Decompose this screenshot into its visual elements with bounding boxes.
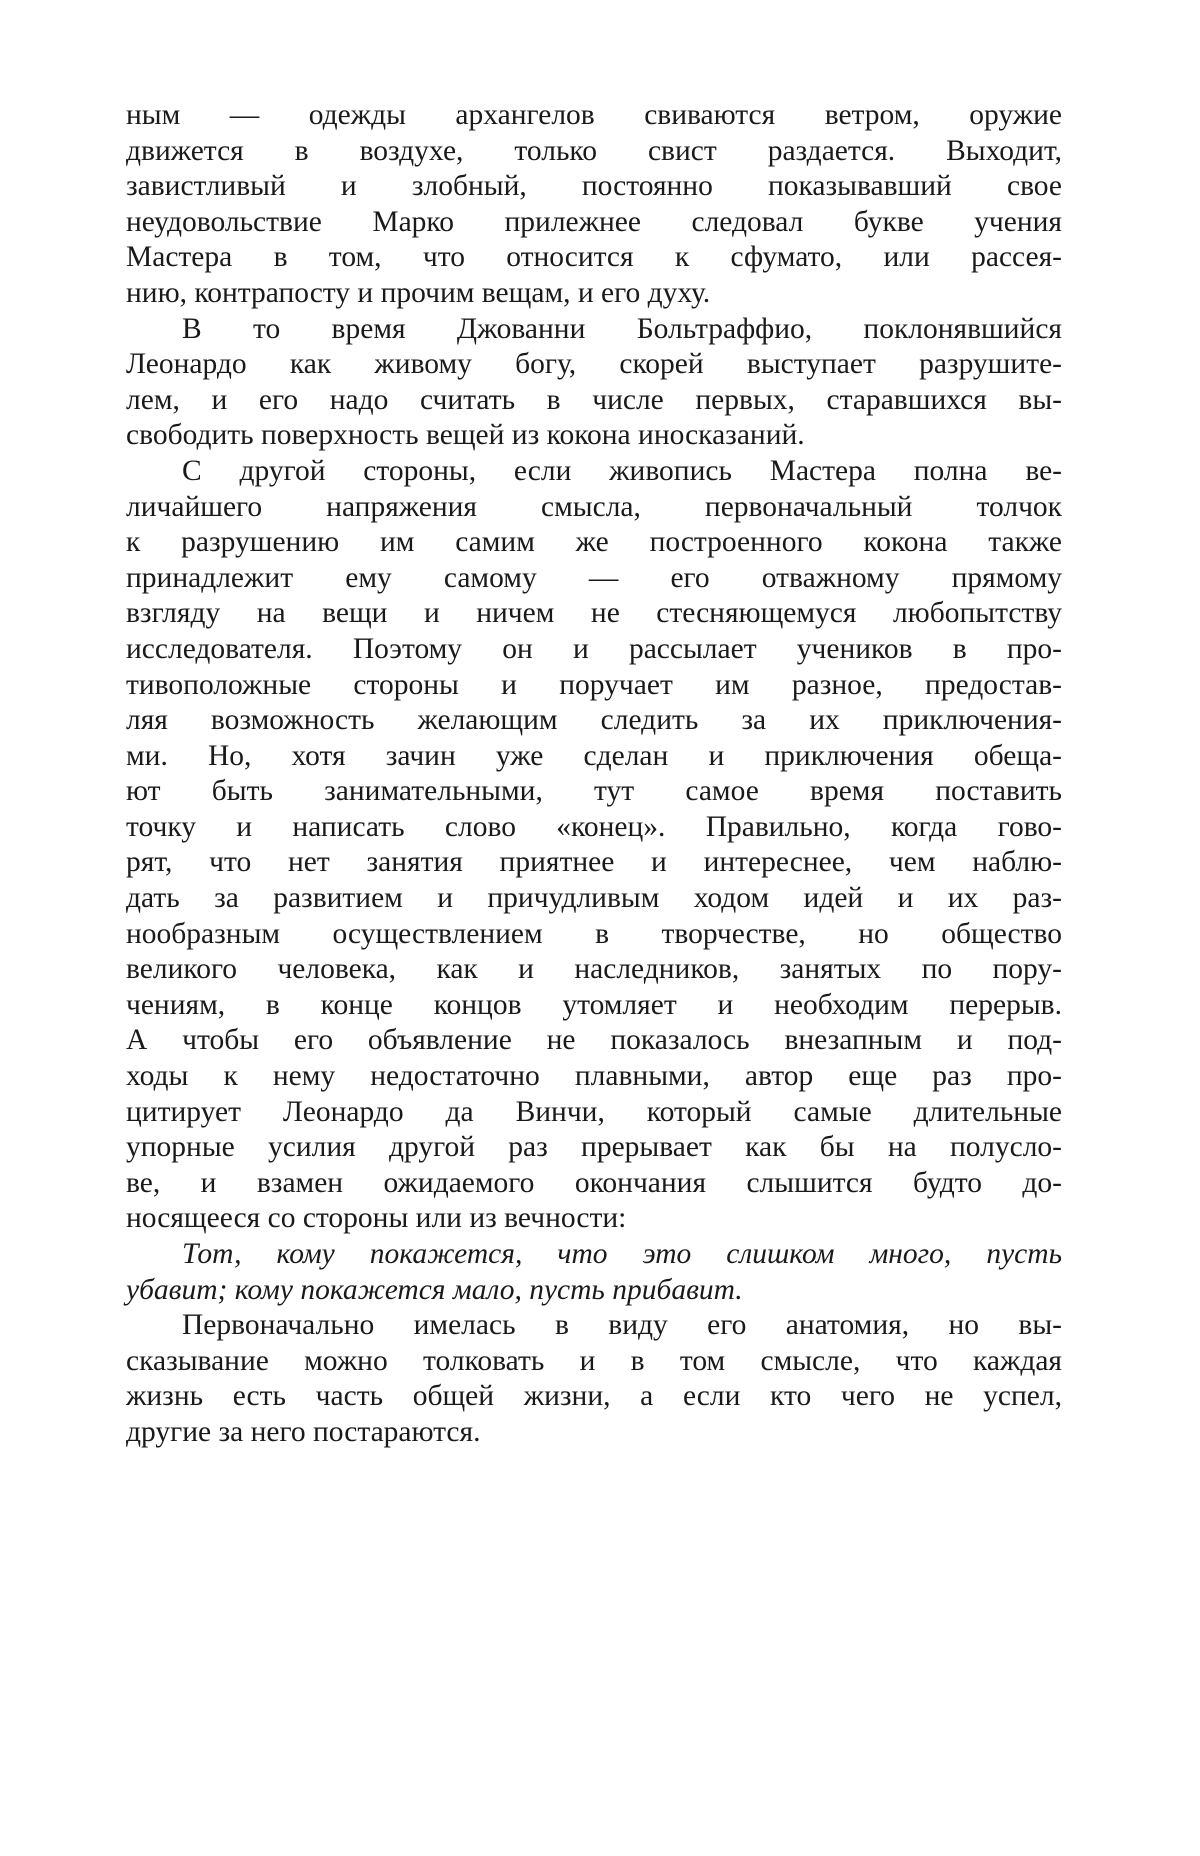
text-line: Леонардо как живому богу, скорей выступает разрушите-	[126, 347, 1062, 383]
text-line: взгляду на вещи и ничем не стесняющемуся любопытству	[126, 596, 1062, 632]
text-line: принадлежит ему самому — его отважному прямому	[126, 561, 1062, 597]
text-line: Первоначально имелась в виду его анатомия, но вы-	[126, 1308, 1062, 1344]
text-line: ным — одежды архангелов свиваются ветром, оружие	[126, 98, 1062, 134]
paragraph-4	[126, 1308, 1062, 1450]
text-line: С другой стороны, если живопись Мастера полна ве-	[126, 454, 1062, 490]
text-line: свободить поверхность вещей из кокона иносказаний.	[126, 418, 1062, 454]
paragraph-3	[126, 454, 1062, 1237]
text-line: личайшего напряжения смысла, первоначальный толчок	[126, 490, 1062, 526]
text-line: нию, контрапосту и прочим вещам, и его духу.	[126, 276, 1062, 312]
text-line: А чтобы его объявление не показалось внезапным и под-	[126, 1023, 1062, 1059]
text-line: чениям, в конце концов утомляет и необходим перерыв.	[126, 988, 1062, 1024]
text-line: ве, и взамен ожидаемого окончания слышится будто до-	[126, 1166, 1062, 1202]
paragraph-2	[126, 312, 1062, 454]
text-line: движется в воздухе, только свист раздается. Выходит,	[126, 134, 1062, 170]
text-line: точку и написать слово «конец». Правильно, когда гово-	[126, 810, 1062, 846]
text-line: ляя возможность желающим следить за их приключения-	[126, 703, 1062, 739]
text-line: сказывание можно толковать и в том смысле, что каждая	[126, 1344, 1062, 1380]
text-line: жизнь есть часть общей жизни, а если кто чего не успел,	[126, 1379, 1062, 1415]
text-line: нообразным осуществлением в творчестве, но общество	[126, 917, 1062, 953]
text-line: цитирует Леонардо да Винчи, который самые длительные	[126, 1095, 1062, 1131]
text-line: другие за него постараются.	[126, 1415, 1062, 1451]
text-line: исследователя. Поэтому он и рассылает учеников в про-	[126, 632, 1062, 668]
book-page	[126, 98, 1062, 1451]
text-line: лем, и его надо считать в числе первых, старавшихся вы-	[126, 383, 1062, 419]
text-line: дать за развитием и причудливым ходом идей и их раз-	[126, 881, 1062, 917]
text-line: ходы к нему недостаточно плавными, автор еще раз про-	[126, 1059, 1062, 1095]
text-line: упорные усилия другой раз прерывает как бы на полусло-	[126, 1130, 1062, 1166]
text-line: ют быть занимательными, тут самое время поставить	[126, 774, 1062, 810]
text-line: к разрушению им самим же построенного кокона также	[126, 525, 1062, 561]
text-line: тивоположные стороны и поручает им разное, предостав-	[126, 668, 1062, 704]
quote-line: Тот, кому покажется, что это слишком много, пусть	[126, 1237, 1062, 1273]
quote-line: убавит; кому покажется мало, пусть прибавит.	[126, 1273, 1062, 1309]
text-line: носящееся со стороны или из вечности:	[126, 1201, 1062, 1237]
text-line: неудовольствие Марко прилежнее следовал букве учения	[126, 205, 1062, 241]
text-line: В то время Джованни Больтраффио, поклонявшийся	[126, 312, 1062, 348]
text-line: ми. Но, хотя зачин уже сделан и приключения обеща-	[126, 739, 1062, 775]
text-line: завистливый и злобный, постоянно показывавший свое	[126, 169, 1062, 205]
paragraph-1	[126, 98, 1062, 312]
text-line: Мастера в том, что относится к сфумато, или рассея-	[126, 240, 1062, 276]
epigraph-quote	[126, 1237, 1062, 1308]
text-line: рят, что нет занятия приятнее и интереснее, чем наблю-	[126, 845, 1062, 881]
text-line: великого человека, как и наследников, занятых по пору-	[126, 952, 1062, 988]
